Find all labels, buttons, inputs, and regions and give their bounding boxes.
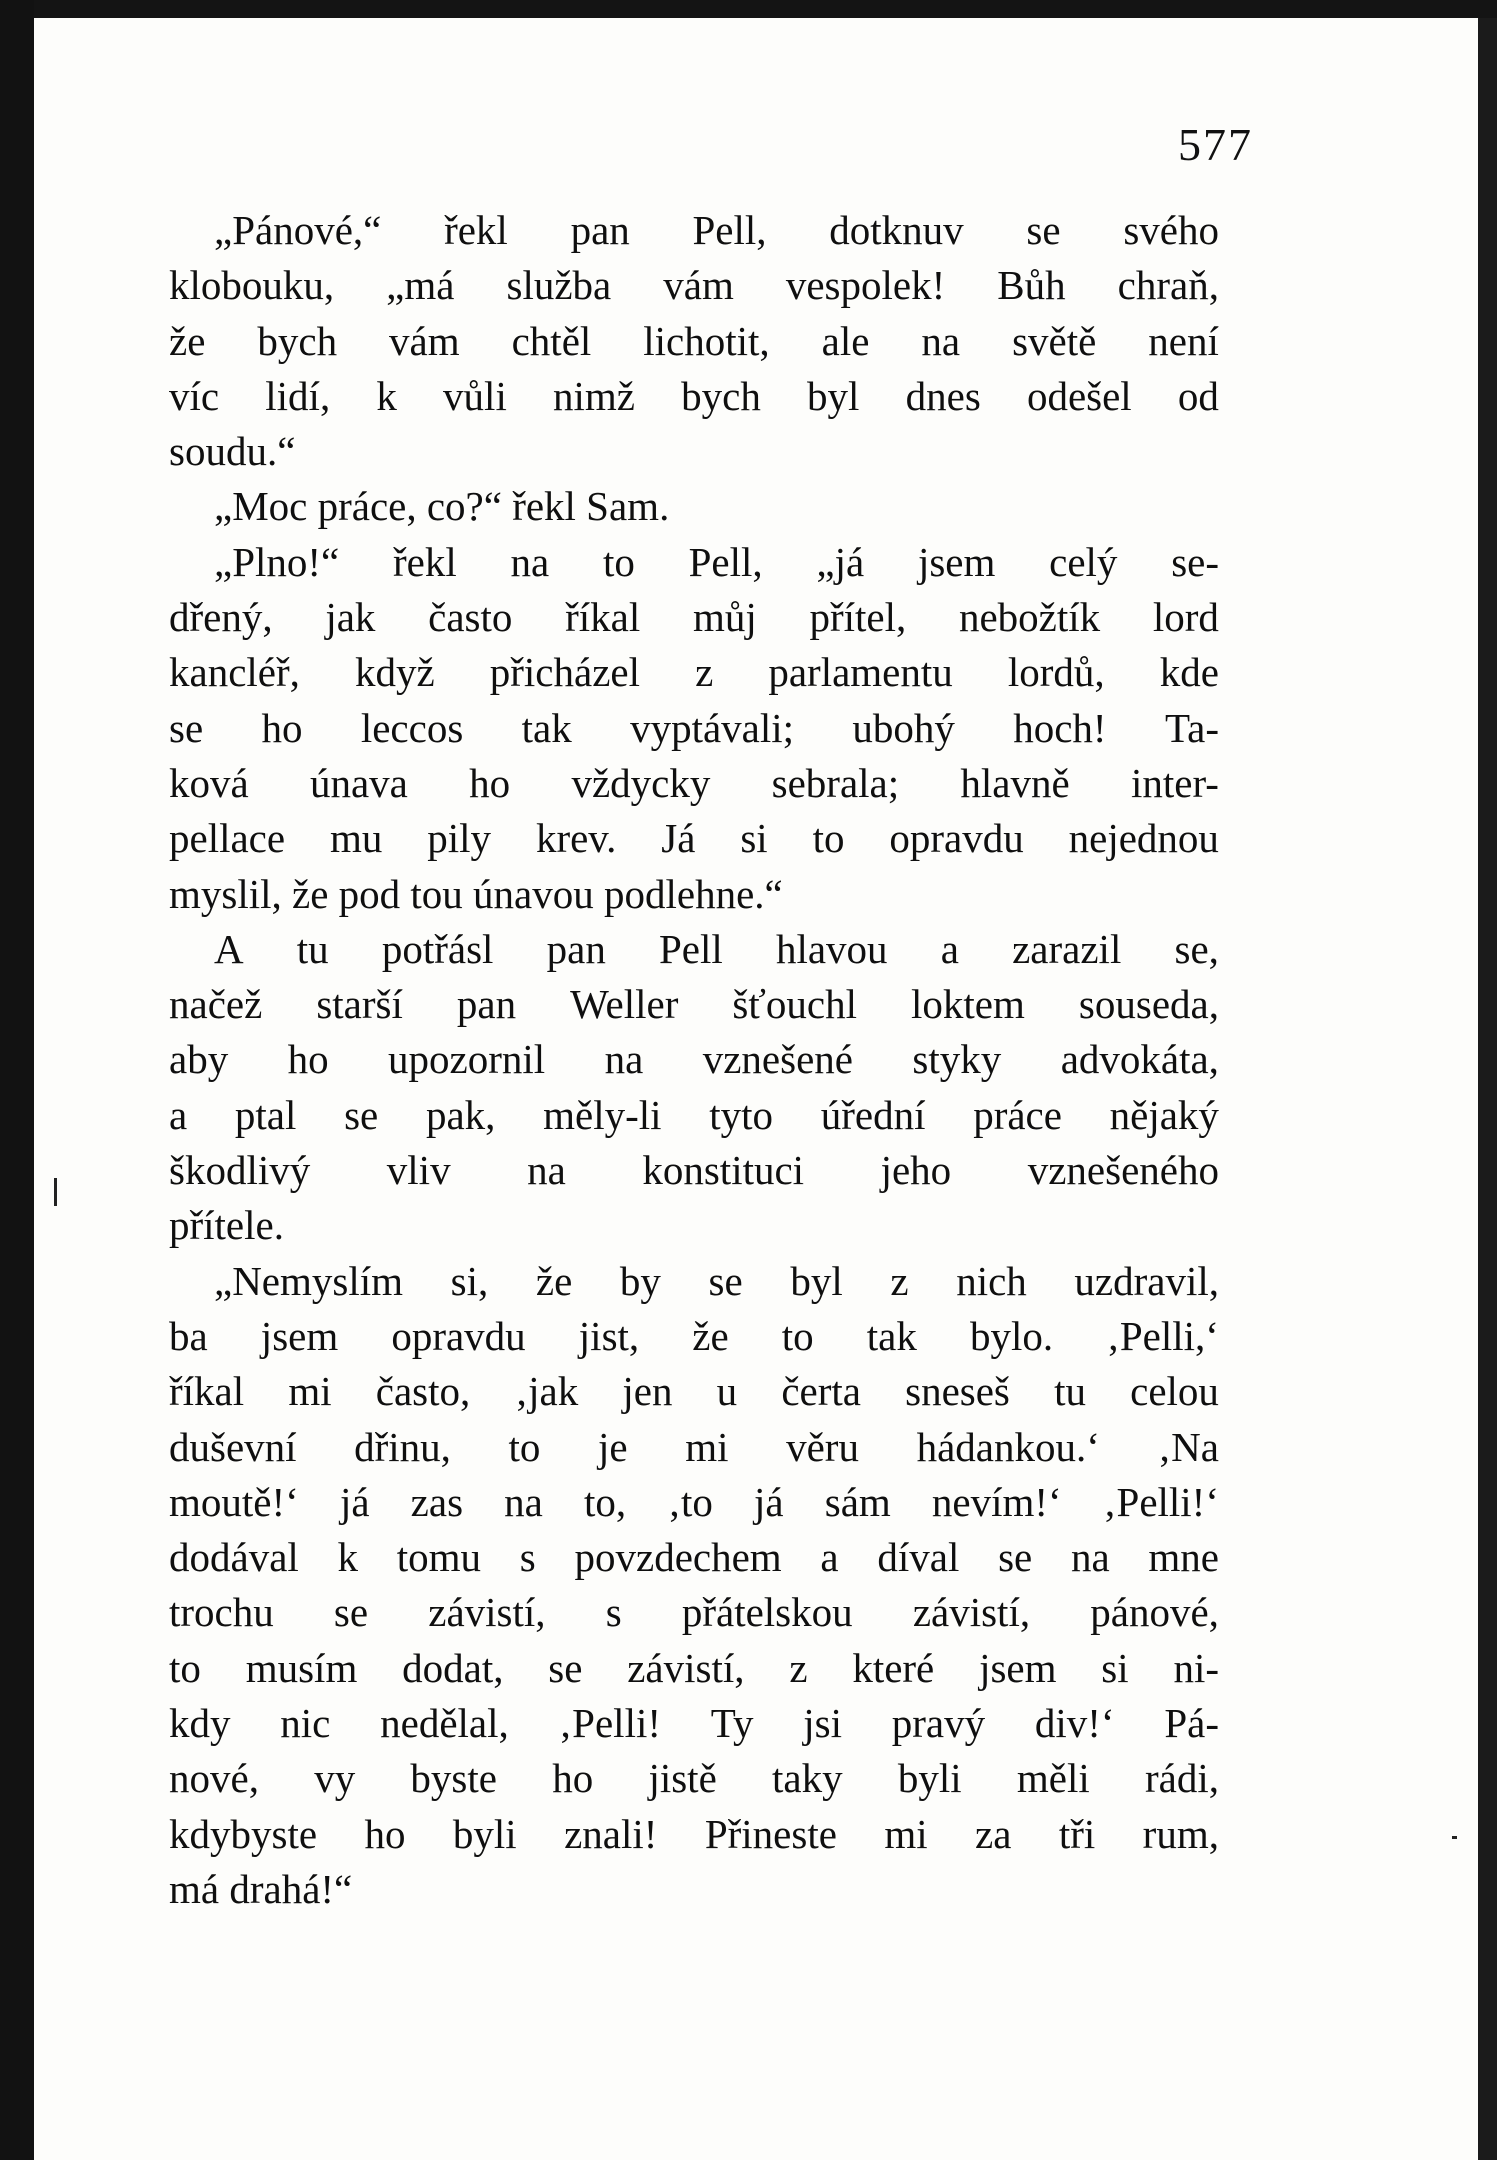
text-line: aby ho upozornil na vznešené styky advokáta,: [169, 1036, 1219, 1083]
text-line: kdy nic nedělal, ‚Pelli! Ty jsi pravý div!‘ Pá-: [169, 1700, 1219, 1747]
text-line: to musím dodat, se závistí, z které jsem si ni-: [169, 1644, 1219, 1691]
text-line: klobouku, „má služba vám vespolek! Bůh chraň,: [169, 262, 1219, 309]
text-line: kdybyste ho byli znali! Přineste mi za tři rum,: [169, 1810, 1219, 1857]
scan-border-top: [0, 0, 1497, 18]
text-line: víc lidí, k vůli nimž bych byl dnes odešel od: [169, 372, 1219, 419]
text-line: soudu.“: [169, 428, 296, 475]
text-line: moutě!‘ já zas na to, ‚to já sám nevím!‘ ‚Pelli!‘: [169, 1478, 1219, 1525]
text-line: má drahá!“: [169, 1865, 353, 1912]
page-number: 577: [1178, 119, 1253, 170]
text-line: pellace mu pily krev. Já si to opravdu nejednou: [169, 815, 1219, 862]
text-line: duševní dřinu, to je mi věru hádankou.‘ ‚Na: [169, 1423, 1219, 1470]
text-line: ba jsem opravdu jist, že to tak bylo. ‚Pelli,‘: [169, 1312, 1219, 1359]
text-line: „Plno!“ řekl na to Pell, „já jsem celý se-: [214, 538, 1219, 585]
text-line: přítele.: [169, 1202, 284, 1249]
text-line: a ptal se pak, měly-li tyto úřední práce nějaký: [169, 1091, 1219, 1138]
text-line: trochu se závistí, s přátelskou závistí, pánové,: [169, 1589, 1219, 1636]
text-line: říkal mi často, ‚jak jen u čerta sneseš tu celou: [169, 1368, 1219, 1415]
text-line: „Nemyslím si, že by se byl z nich uzdravil,: [214, 1257, 1219, 1304]
text-line: škodlivý vliv na konstituci jeho vznešeného: [169, 1147, 1219, 1194]
scan-border-left: [0, 0, 34, 2160]
text-line: ková únava ho vždycky sebrala; hlavně inter-: [169, 759, 1219, 806]
text-line: načež starší pan Weller šťouchl loktem souseda,: [169, 981, 1219, 1028]
text-line: dodával k tomu s povzdechem a díval se na mne: [169, 1534, 1219, 1581]
text-line: se ho leccos tak vyptávali; ubohý hoch! Ta-: [169, 704, 1219, 751]
margin-mark: [1452, 1836, 1457, 1839]
text-line: nové, vy byste ho jistě taky byli měli rádi,: [169, 1755, 1219, 1802]
body-text: [169, 203, 1219, 1917]
text-line: že bych vám chtěl lichotit, ale na světě není: [169, 317, 1219, 364]
book-page: [34, 18, 1478, 2160]
text-line: myslil, že pod tou únavou podlehne.“: [169, 870, 783, 917]
margin-mark: [54, 1178, 57, 1206]
text-line: A tu potřásl pan Pell hlavou a zarazil se,: [214, 925, 1219, 972]
text-line: kancléř, když přicházel z parlamentu lordů, kde: [169, 649, 1219, 696]
text-line: „Moc práce, co?“ řekl Sam.: [214, 483, 670, 530]
text-line: dřený, jak často říkal můj přítel, nebožtík lord: [169, 594, 1219, 641]
text-line: „Pánové,“ řekl pan Pell, dotknuv se svého: [214, 207, 1219, 253]
